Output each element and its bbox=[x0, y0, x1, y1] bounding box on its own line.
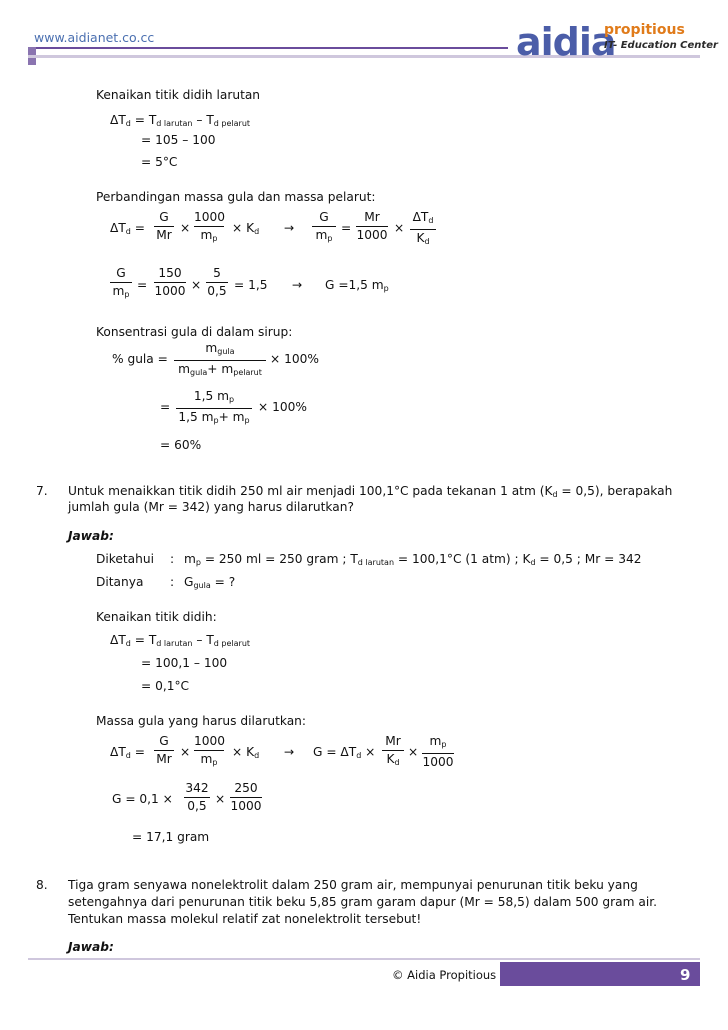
s3-heading: Konsentrasi gula di dalam sirup: bbox=[96, 325, 293, 339]
frac-5-05: 5 0,5 bbox=[207, 266, 227, 298]
times-100: × 100% bbox=[258, 400, 307, 414]
times-sign: × bbox=[180, 221, 191, 235]
q8-line1: Tiga gram senyawa nonelektrolit dalam 250 gram air, mempunyai penurunan titik beku yang bbox=[68, 878, 638, 892]
frac-1000-mp-2: 1000 $m_p$ bbox=[194, 734, 226, 767]
equals: = bbox=[137, 278, 148, 292]
mg-heading: Massa gula yang harus dilarutkan: bbox=[96, 714, 307, 728]
frac-Mr-1000: Mr 1000 bbox=[356, 210, 388, 242]
pct-label: % gula = bbox=[112, 352, 168, 366]
kt-step2: = 100,1 – 100 bbox=[141, 656, 228, 670]
q7-text-line1: Untuk menaikkan titik didih 250 ml air menjadi 100,1°C pada tekanan 1 atm $(K_d = 0,5)$, berapakah bbox=[68, 484, 673, 499]
times-sign: × bbox=[215, 792, 226, 806]
arrow: → bbox=[292, 278, 303, 292]
frac-Mr-Kd: Mr $K_d$ bbox=[382, 734, 404, 770]
frac-G-Mr: G Mr bbox=[154, 210, 174, 243]
kt-heading: Kenaikan titik didih: bbox=[96, 610, 217, 624]
frac-mgula: $m_{gula}$ $m_{gula}+ m_{pelarut}$ bbox=[174, 341, 266, 380]
frac-G-mp: G $m_p$ bbox=[312, 210, 336, 246]
logo-aidia: aidia bbox=[516, 20, 616, 64]
dik-label: Diketahui bbox=[96, 552, 154, 566]
q7-text-line2: jumlah gula (Mr = 342) yang harus dilarutkan? bbox=[68, 500, 354, 514]
frac-15mp: 1,5 $m_p$ 1,5 $m_p+ m_p$ bbox=[176, 389, 252, 428]
frac-mp-1000: $m_p$ 1000 bbox=[422, 734, 454, 769]
times-sign: × bbox=[394, 221, 405, 235]
frac-250-1000: 250 1000 bbox=[230, 781, 262, 813]
site-url[interactable]: www.aidianet.co.cc bbox=[34, 30, 155, 45]
colon: : bbox=[170, 552, 175, 566]
f-kd: × $K_d$ bbox=[232, 745, 260, 760]
footer-copyright: © Aidia Propitious bbox=[392, 968, 497, 982]
frac-G-mp-calc: G $m_p$ bbox=[110, 266, 132, 302]
calc-result: = 1,5 bbox=[234, 278, 268, 292]
equals: = bbox=[160, 400, 171, 414]
kt-formula: $\Delta T_d = T_{d larutan} - T_{d pelarut}$ bbox=[110, 633, 251, 648]
times-sign: × bbox=[180, 745, 191, 759]
arrow: → bbox=[284, 745, 295, 759]
s1-formula: $\Delta T_d = T_{d larutan} - T_{d pelarut}$ bbox=[110, 113, 251, 128]
s3-result: = 60% bbox=[160, 438, 202, 452]
footer-bar bbox=[500, 962, 700, 986]
arrow: → bbox=[284, 221, 295, 235]
g-result: = 17,1 gram bbox=[132, 830, 210, 844]
logo-subtitle: IT- Education Center bbox=[604, 40, 718, 51]
dik-values: $m_p = 250$ ml = 250 gram ; $T_{d larutan} = 100,1^\circ C$ (1 atm) ; $K_d = 0,5$ ; Mr = 342 bbox=[184, 552, 642, 567]
s1-step3: = 5°C bbox=[141, 155, 178, 169]
s2-kd: × $K_d$ bbox=[232, 221, 260, 236]
calc-final: G =1,5 $m_p$ bbox=[325, 278, 389, 293]
times-sign: × bbox=[191, 278, 202, 292]
frac-342-05: 342 0,5 bbox=[185, 781, 209, 813]
frac-150-1000: 150 1000 bbox=[154, 266, 186, 298]
times-sign: × bbox=[408, 745, 419, 759]
f-G-eq: $G = \Delta T_d$ × bbox=[313, 745, 376, 760]
q8-jawab: Jawab: bbox=[68, 940, 114, 954]
dit-label: Ditanya bbox=[96, 575, 144, 589]
frac-dt-kd: $\Delta T_d$ $K_d$ bbox=[410, 210, 436, 249]
frac-G-Mr-2: G Mr bbox=[154, 734, 174, 767]
kt-step3: = 0,1°C bbox=[141, 679, 190, 693]
dit-values: $G_{gula}$ = ? bbox=[184, 575, 236, 590]
colon: : bbox=[170, 575, 175, 589]
equals: = bbox=[341, 221, 352, 235]
s1-step2: = 105 – 100 bbox=[141, 133, 216, 147]
q7-jawab: Jawab: bbox=[68, 529, 114, 543]
s2-dt: $\Delta T_d$ = bbox=[110, 221, 145, 236]
page-number: 9 bbox=[680, 966, 691, 984]
s2-heading: Perbandingan massa gula dan massa pelarut: bbox=[96, 190, 376, 204]
q8-line3: Tentukan massa molekul relatif zat nonelektrolit tersebut! bbox=[68, 912, 422, 926]
times-100: × 100% bbox=[270, 352, 319, 366]
g-lead: G = 0,1 × bbox=[112, 792, 173, 806]
q8-line2: setengahnya dari penurunan titik beku 5,85 gram garam dapur (Mr = 58,5) dalam 500 gram air. bbox=[68, 895, 657, 909]
frac-1000-mp: 1000 $m_p$ bbox=[194, 210, 226, 243]
q8-number: 8. bbox=[36, 878, 48, 892]
q7-number: 7. bbox=[36, 484, 48, 498]
header-rule bbox=[28, 47, 508, 49]
logo-brand: propitious bbox=[604, 22, 685, 38]
s1-heading: Kenaikan titik didih larutan bbox=[96, 88, 261, 102]
f-dt: $\Delta T_d$ = bbox=[110, 745, 145, 760]
footer-rule bbox=[28, 958, 700, 960]
